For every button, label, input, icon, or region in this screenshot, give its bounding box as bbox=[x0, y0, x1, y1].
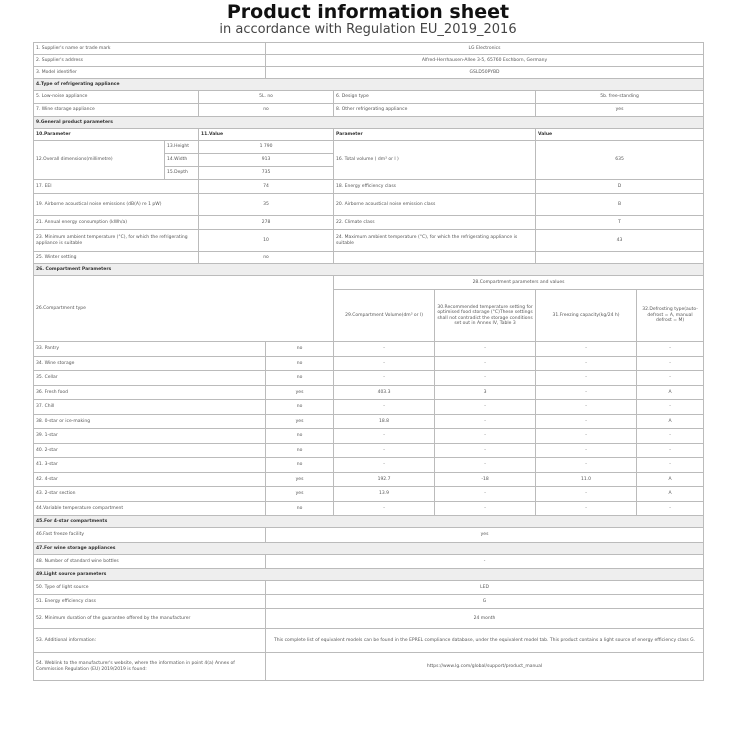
compartment-volume: - bbox=[334, 356, 435, 371]
row-label: 19. Airborne acoustical noise emissions (dB(A) re 1 pW) bbox=[34, 194, 199, 216]
compartment-temperature: -18 bbox=[435, 472, 536, 487]
height-value: 1 790 bbox=[199, 141, 334, 154]
supplier-row bbox=[34, 67, 704, 79]
general-row bbox=[34, 180, 704, 194]
light-row bbox=[34, 629, 704, 653]
compartment-name: 41. 3-star bbox=[34, 458, 266, 473]
compartment-defrost: - bbox=[637, 342, 704, 357]
compartment-volume: 18.8 bbox=[334, 414, 435, 429]
section-heading: 26. Compartment Parameters bbox=[34, 264, 704, 276]
row-value: 10 bbox=[199, 230, 334, 252]
compartment-rows bbox=[34, 342, 704, 516]
column-header: 31.Freezing capacity(kg/24 h) bbox=[536, 290, 637, 342]
compartment-defrost: - bbox=[637, 371, 704, 386]
row-value: 35 bbox=[199, 194, 334, 216]
compartment-row bbox=[34, 501, 704, 516]
page-title: Product information sheet bbox=[226, 1, 510, 23]
compartment-volume: - bbox=[334, 400, 435, 415]
general-row bbox=[34, 194, 704, 216]
compartment-freezing: - bbox=[536, 487, 637, 502]
compartment-temperature: - bbox=[435, 371, 536, 386]
compartment-row bbox=[34, 356, 704, 371]
light-row bbox=[34, 653, 704, 681]
row-value: Alfred-Herrhausen-Allee 3-5, 65760 Eschborn, Germany bbox=[266, 55, 704, 67]
compartment-freezing: - bbox=[536, 429, 637, 444]
column-header: Parameter bbox=[334, 129, 536, 141]
compartment-temperature: - bbox=[435, 400, 536, 415]
light-row bbox=[34, 581, 704, 595]
compartment-present: no bbox=[266, 342, 334, 357]
compartment-present: no bbox=[266, 501, 334, 516]
compartment-volume: - bbox=[334, 501, 435, 516]
compartment-volume: - bbox=[334, 443, 435, 458]
column-header: 32.Defrosting type(auto-defrost = A, manual defrost = M) bbox=[637, 290, 704, 342]
depth-label: 15.Depth bbox=[165, 167, 199, 180]
compartment-present: yes bbox=[266, 487, 334, 502]
height-label: 13.Height bbox=[165, 141, 199, 154]
general-row bbox=[34, 230, 704, 252]
compartment-defrost: A bbox=[637, 385, 704, 400]
compartment-defrost: A bbox=[637, 414, 704, 429]
row-label: 23. Minimum ambient temperature (°C), for which the refrigerating appliance is suitable bbox=[34, 230, 199, 252]
compartment-present: yes bbox=[266, 385, 334, 400]
compartment-freezing: - bbox=[536, 443, 637, 458]
compartment-defrost: - bbox=[637, 356, 704, 371]
supplier-row bbox=[34, 43, 704, 55]
row-value: B bbox=[536, 194, 704, 216]
compartment-row bbox=[34, 472, 704, 487]
compartment-name: 39. 1-star bbox=[34, 429, 266, 444]
compartment-temperature: - bbox=[435, 443, 536, 458]
compartment-freezing: - bbox=[536, 342, 637, 357]
row-label: 20. Airborne acoustical noise emission class bbox=[334, 194, 536, 216]
row-value: This complete list of equivalent models can be found in the EPREL compliance database, under the equivalent model tab. This product contains a light source of energy efficiency class G. bbox=[266, 629, 704, 653]
row-value: D bbox=[536, 180, 704, 194]
compartment-row bbox=[34, 414, 704, 429]
column-header: 29.Compartment Volume(dm³ or l) bbox=[334, 290, 435, 342]
row-label: 2. Supplier's address bbox=[34, 55, 266, 67]
row-label: 22. Climate class bbox=[334, 216, 536, 230]
row-value: yes bbox=[266, 528, 704, 543]
row-label: 25. Winter setting bbox=[34, 252, 199, 264]
compartment-freezing: - bbox=[536, 385, 637, 400]
compartment-name: 44.Variable temperature compartment bbox=[34, 501, 266, 516]
compartment-name: 35. Cellar bbox=[34, 371, 266, 386]
compartment-temperature: - bbox=[435, 458, 536, 473]
compartment-type-label: 26.Compartment type bbox=[34, 276, 334, 342]
row-label: 3. Model identifier bbox=[34, 67, 266, 79]
compartment-present: no bbox=[266, 400, 334, 415]
row-label: 7. Wine storage appliance bbox=[34, 104, 199, 117]
row-label: 1. Supplier's name or trade mark bbox=[34, 43, 266, 55]
row-label: 54. Weblink to the manufacturer's website, where the information in point 4(a) Annex of Commission Regulation (EU) 2019/2019 is found: bbox=[34, 653, 266, 681]
compartment-defrost: A bbox=[637, 487, 704, 502]
row-label: 17. EEI bbox=[34, 180, 199, 194]
compartment-freezing: - bbox=[536, 371, 637, 386]
compartment-present: no bbox=[266, 371, 334, 386]
four-star-row bbox=[34, 528, 704, 543]
row-value: yes bbox=[536, 104, 704, 117]
section-heading: 45.For 4-star compartments bbox=[34, 516, 704, 528]
row-label: 18. Energy efficiency class bbox=[334, 180, 536, 194]
compartment-row bbox=[34, 429, 704, 444]
compartment-freezing: - bbox=[536, 356, 637, 371]
row-value: 278 bbox=[199, 216, 334, 230]
compartment-present: no bbox=[266, 429, 334, 444]
compartment-volume: - bbox=[334, 342, 435, 357]
compartment-present: yes bbox=[266, 414, 334, 429]
product-info-table bbox=[33, 42, 704, 681]
light-row bbox=[34, 595, 704, 609]
compartment-row bbox=[34, 385, 704, 400]
row-label: 46.Fast freeze facility bbox=[34, 528, 266, 543]
compartment-name: 34. Wine storage bbox=[34, 356, 266, 371]
compartment-name: 43. 2-star section bbox=[34, 487, 266, 502]
general-row bbox=[34, 252, 704, 264]
row-value: - bbox=[266, 555, 704, 569]
compartment-volume: - bbox=[334, 429, 435, 444]
compartment-group-header: 28.Compartment parameters and values bbox=[334, 276, 704, 290]
compartment-present: no bbox=[266, 443, 334, 458]
row-label bbox=[334, 252, 536, 264]
supplier-row bbox=[34, 55, 704, 67]
width-label: 14.Width bbox=[165, 154, 199, 167]
row-value: 24 month bbox=[266, 609, 704, 629]
appliance-type-row bbox=[34, 104, 704, 117]
compartment-name: 42. 4-star bbox=[34, 472, 266, 487]
general-row bbox=[34, 216, 704, 230]
column-header: 30.Recommended temperature setting for optimised food storage (°C)These settings shall not contradict the storage conditions set out in Annex IV, Table 3 bbox=[435, 290, 536, 342]
compartment-name: 38. 0-star or ice-making bbox=[34, 414, 266, 429]
row-label: 52. Minimum duration of the guarantee offered by the manufacturer bbox=[34, 609, 266, 629]
row-value: no bbox=[199, 104, 334, 117]
compartment-row bbox=[34, 443, 704, 458]
row-value: 43 bbox=[536, 230, 704, 252]
dimension-row bbox=[34, 141, 704, 154]
column-header: Value bbox=[536, 129, 704, 141]
compartment-defrost: - bbox=[637, 429, 704, 444]
compartment-row bbox=[34, 371, 704, 386]
row-value: T bbox=[536, 216, 704, 230]
compartment-temperature: - bbox=[435, 414, 536, 429]
compartment-defrost: A bbox=[637, 472, 704, 487]
compartment-freezing: 11.0 bbox=[536, 472, 637, 487]
compartment-defrost: - bbox=[637, 400, 704, 415]
compartment-temperature: - bbox=[435, 356, 536, 371]
row-label: 48. Number of standard wine bottles bbox=[34, 555, 266, 569]
compartment-volume: 13.9 bbox=[334, 487, 435, 502]
column-header: 11.Value bbox=[199, 129, 334, 141]
compartment-present: no bbox=[266, 356, 334, 371]
wine-row bbox=[34, 555, 704, 569]
compartment-volume: 403.3 bbox=[334, 385, 435, 400]
light-row bbox=[34, 609, 704, 629]
appliance-type-row bbox=[34, 91, 704, 104]
compartment-defrost: - bbox=[637, 443, 704, 458]
compartment-temperature: 3 bbox=[435, 385, 536, 400]
compartment-row bbox=[34, 487, 704, 502]
row-value: no bbox=[199, 252, 334, 264]
section-heading: 47.For wine storage appliances bbox=[34, 543, 704, 555]
compartment-volume: 192.7 bbox=[334, 472, 435, 487]
width-value: 913 bbox=[199, 154, 334, 167]
compartment-present: no bbox=[266, 458, 334, 473]
compartment-row bbox=[34, 458, 704, 473]
row-value: 5L. no bbox=[199, 91, 334, 104]
volume-label: 16. Total volume ( dm³ or l ) bbox=[334, 141, 536, 180]
compartment-name: 40. 2-star bbox=[34, 443, 266, 458]
section-heading: 49.Light source parameters bbox=[34, 569, 704, 581]
row-label: 8. Other refrigerating appliance bbox=[334, 104, 536, 117]
compartment-defrost: - bbox=[637, 501, 704, 516]
dimensions-label: 12.Overall dimensions(millimetre) bbox=[34, 141, 165, 180]
compartment-name: 33. Pantry bbox=[34, 342, 266, 357]
compartment-freezing: - bbox=[536, 414, 637, 429]
row-label: 50. Type of light source bbox=[34, 581, 266, 595]
row-label: 53. Additional information: bbox=[34, 629, 266, 653]
compartment-row bbox=[34, 400, 704, 415]
row-value: GSLD50PYBD bbox=[266, 67, 704, 79]
row-value: 5b. free-standing bbox=[536, 91, 704, 104]
row-value: LG Electronics bbox=[266, 43, 704, 55]
compartment-name: 36. Fresh food bbox=[34, 385, 266, 400]
compartment-temperature: - bbox=[435, 487, 536, 502]
compartment-volume: - bbox=[334, 458, 435, 473]
row-label: 51. Energy efficiency class bbox=[34, 595, 266, 609]
compartment-freezing: - bbox=[536, 501, 637, 516]
row-label: 21. Annual energy consumption (kWh/a) bbox=[34, 216, 199, 230]
compartment-volume: - bbox=[334, 371, 435, 386]
row-label: 24. Maximum ambient temperature (°C), for which the refrigerating appliance is suitable bbox=[334, 230, 536, 252]
page-subtitle: in accordance with Regulation EU_2019_2016 bbox=[219, 22, 517, 37]
compartment-header-row bbox=[34, 276, 704, 290]
compartment-name: 37. Chill bbox=[34, 400, 266, 415]
row-value bbox=[536, 252, 704, 264]
section-heading: 4.Type of refrigerating appliance bbox=[34, 79, 704, 91]
row-value: 74 bbox=[199, 180, 334, 194]
section-heading: 9.General product parameters bbox=[34, 117, 704, 129]
row-label: 5. Low-noise appliance bbox=[34, 91, 199, 104]
row-label: 6. Design type bbox=[334, 91, 536, 104]
general-header-row bbox=[34, 129, 704, 141]
compartment-freezing: - bbox=[536, 458, 637, 473]
row-value: LED bbox=[266, 581, 704, 595]
column-header: 10.Parameter bbox=[34, 129, 199, 141]
compartment-temperature: - bbox=[435, 342, 536, 357]
compartment-row bbox=[34, 342, 704, 357]
compartment-present: yes bbox=[266, 472, 334, 487]
compartment-temperature: - bbox=[435, 429, 536, 444]
depth-value: 735 bbox=[199, 167, 334, 180]
row-value: https://www.lg.com/global/support/product_manual bbox=[266, 653, 704, 681]
compartment-temperature: - bbox=[435, 501, 536, 516]
row-value: G bbox=[266, 595, 704, 609]
compartment-defrost: - bbox=[637, 458, 704, 473]
compartment-freezing: - bbox=[536, 400, 637, 415]
volume-value: 635 bbox=[536, 141, 704, 180]
